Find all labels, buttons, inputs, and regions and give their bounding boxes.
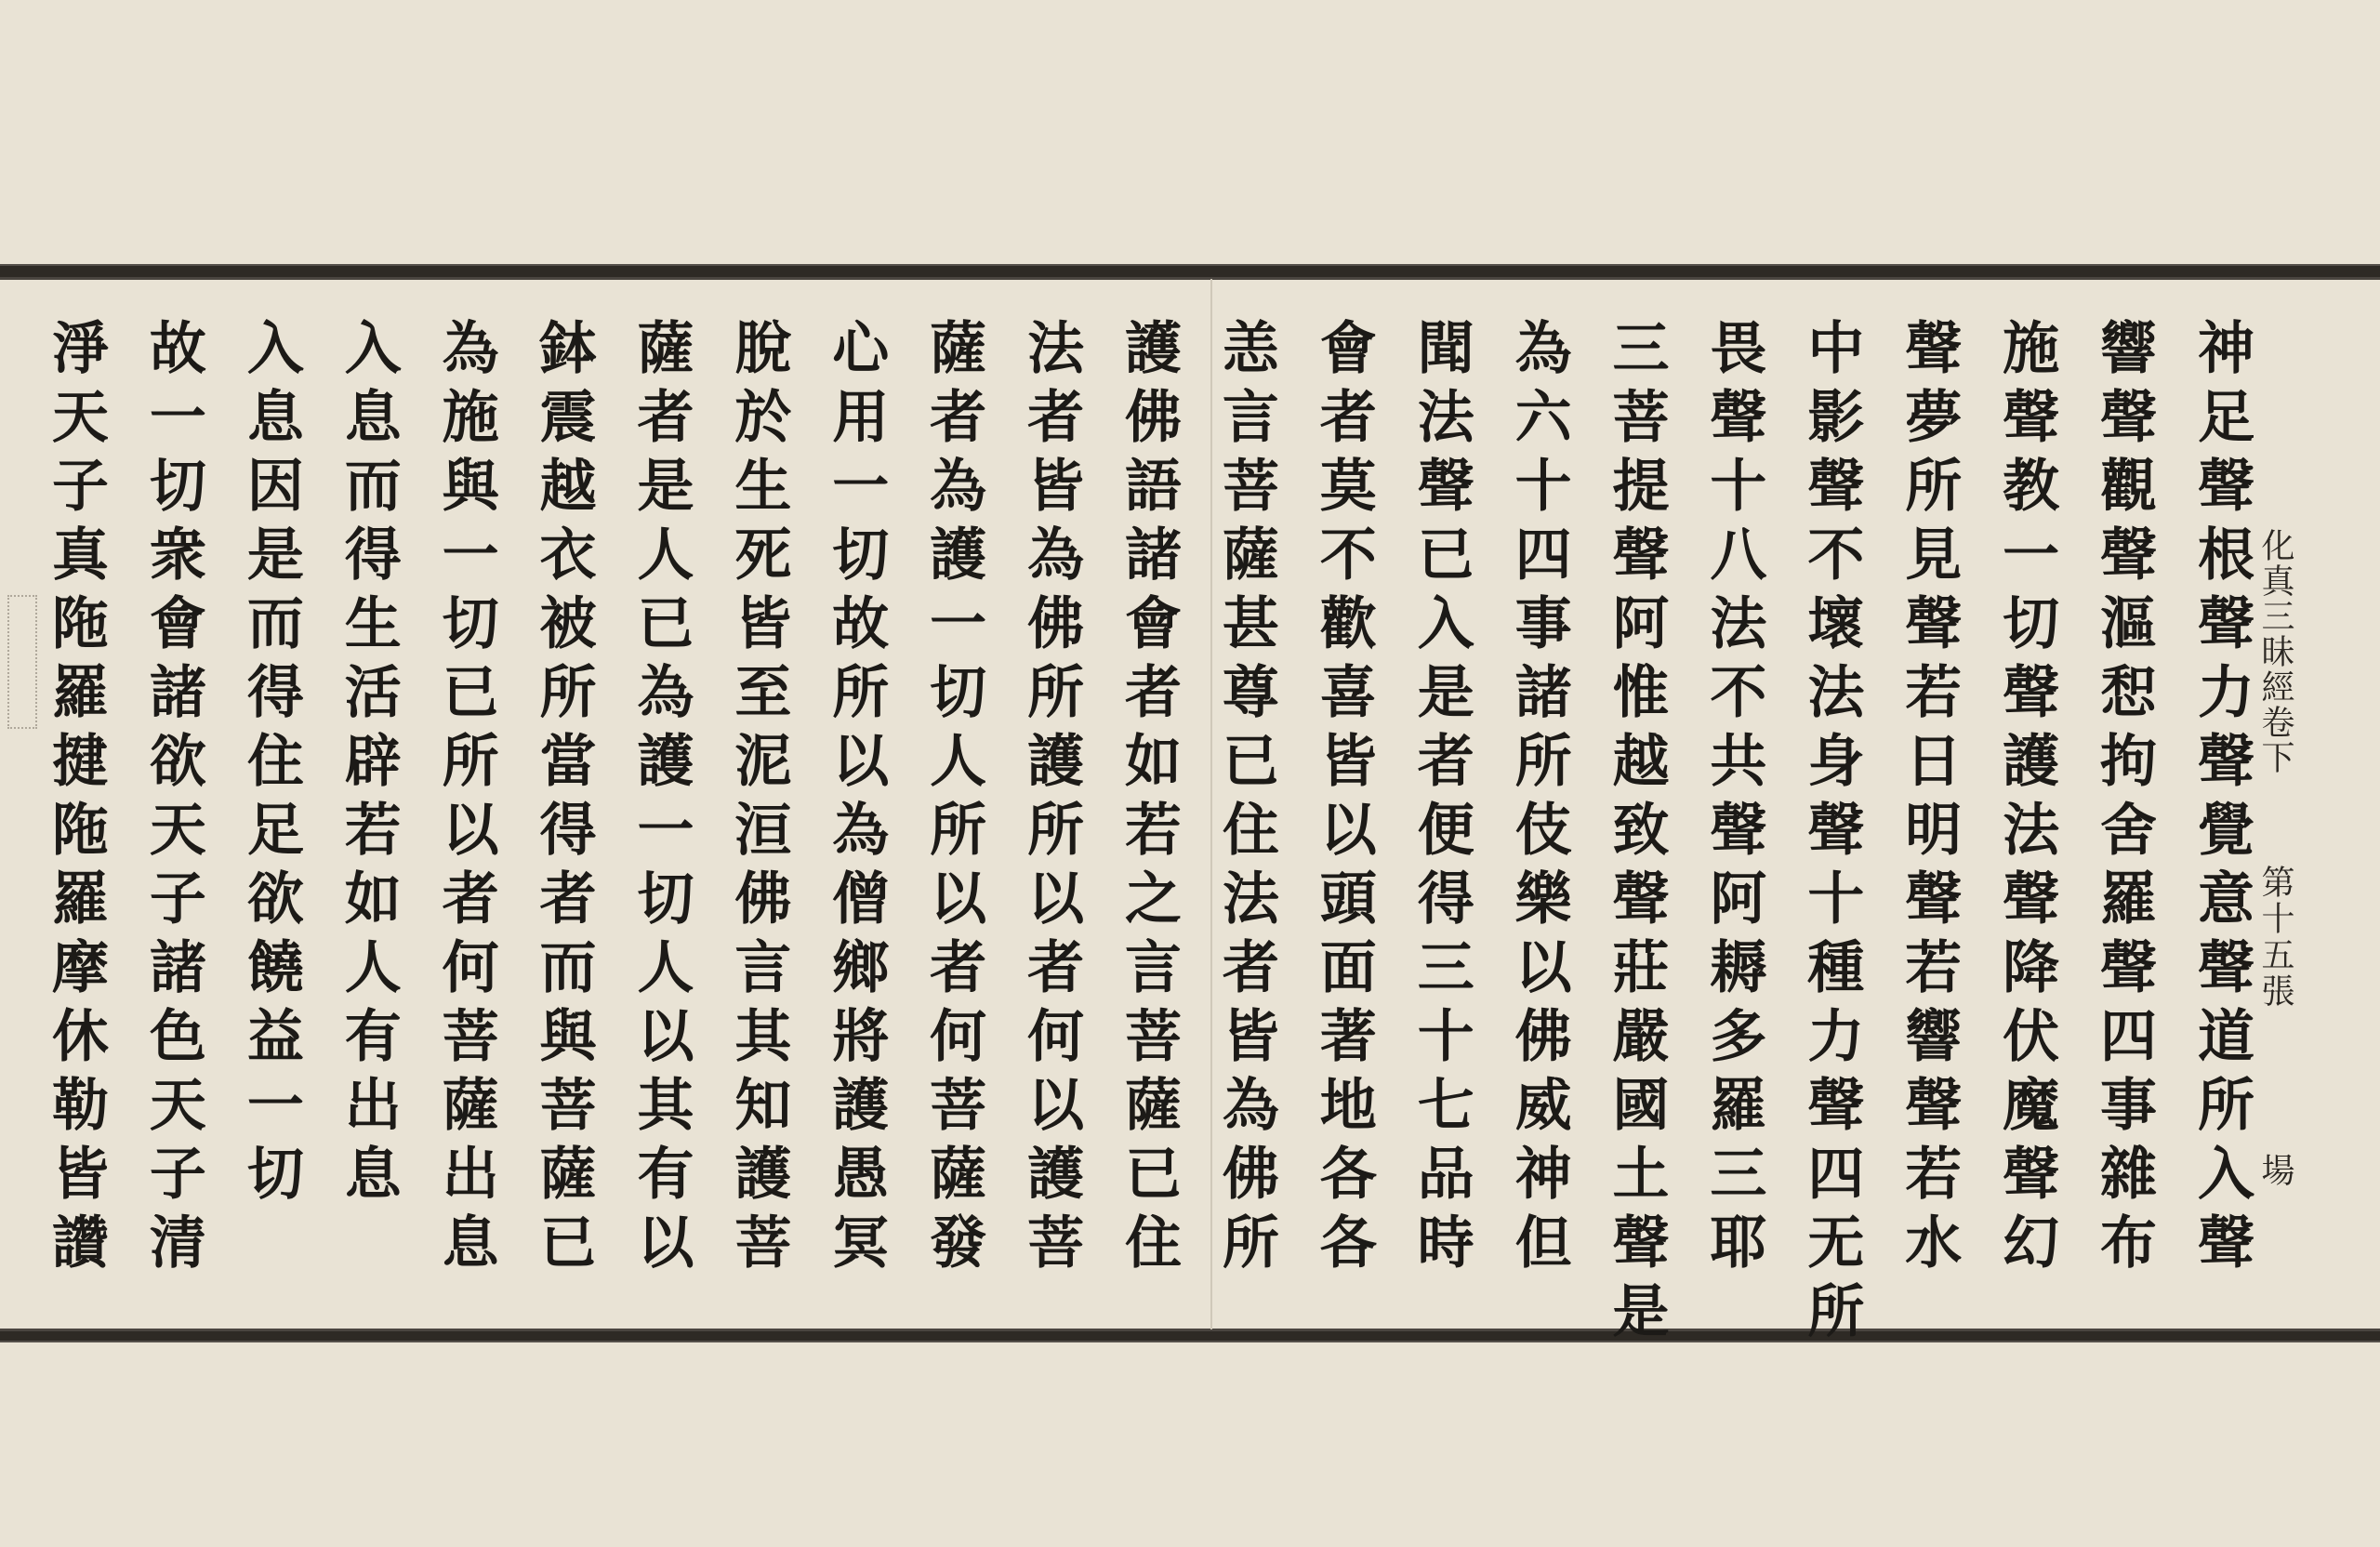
frame-top-border (0, 266, 2380, 277)
text-body (19, 281, 2254, 1350)
text-column-21: 入息因是而得住足欲饒益一切 (237, 318, 304, 1212)
text-column-20: 入息而得生活辟若如人有出息 (335, 318, 402, 1212)
text-column-23: 淨天子真陁羅揵陁羅摩休勒皆讚 (43, 318, 109, 1281)
margin-carver-mark: 場 (2256, 1153, 2294, 1186)
text-column-17: 薩者是人已為護一切人以其有以 (628, 318, 694, 1281)
text-column-10: 會者莫不歡喜皆以頭面著地各各 (1310, 318, 1377, 1281)
margin-sutra-title: 化真三昧經卷下 (2256, 528, 2294, 775)
text-column-5: 中影聲不壞法身聲十種力聲四无所 (1798, 318, 1865, 1350)
text-column-8: 為六十四事諸所伎樂以佛威神但 (1505, 318, 1572, 1281)
frame-bottom-border (0, 1331, 2380, 1341)
text-column-6: 畏聲十八法不共聲阿耨多羅三耶 (1700, 318, 1767, 1281)
text-column-18: 鉢震越衣被所當得者而與菩薩已 (530, 318, 597, 1281)
text-column-1: 神足聲根聲力聲覺意聲道所入聲 (2188, 318, 2254, 1281)
text-column-16: 脫於生死皆至泥洹佛言其知護菩 (725, 318, 792, 1281)
text-column-13: 法者皆為佛所護所以者何以護菩 (1018, 318, 1085, 1281)
text-column-12: 護佛語諸會者如若之言菩薩已住 (1115, 318, 1182, 1281)
text-column-11: 恙言菩薩甚尊已住法者皆為佛所 (1212, 318, 1279, 1281)
text-column-4: 聲夢所見聲若日明聲若響聲若水 (1896, 318, 1963, 1281)
text-column-19: 為施與一切已所以者何菩薩出息 (432, 318, 499, 1281)
text-column-7: 三菩提聲阿惟越致聲莊嚴國土聲是 (1603, 318, 1670, 1350)
text-column-9: 聞法聲已入是者便得三十七品時 (1408, 318, 1474, 1281)
text-column-15: 心用一切故所以為僧鄉將護愚冥 (823, 318, 890, 1281)
text-column-2: 響聲觀聲漚惒拘舍羅聲四事雜布 (2091, 318, 2158, 1281)
text-column-14: 薩者為護一切人所以者何菩薩發 (920, 318, 987, 1281)
text-column-22: 故一切衆會諸欲天子諸色天子清 (139, 318, 206, 1281)
text-column-3: 施聲教一切聲護法聲降伏魔聲幻 (1993, 318, 2060, 1281)
margin-folio-number: 第十五張 (2256, 865, 2294, 1010)
